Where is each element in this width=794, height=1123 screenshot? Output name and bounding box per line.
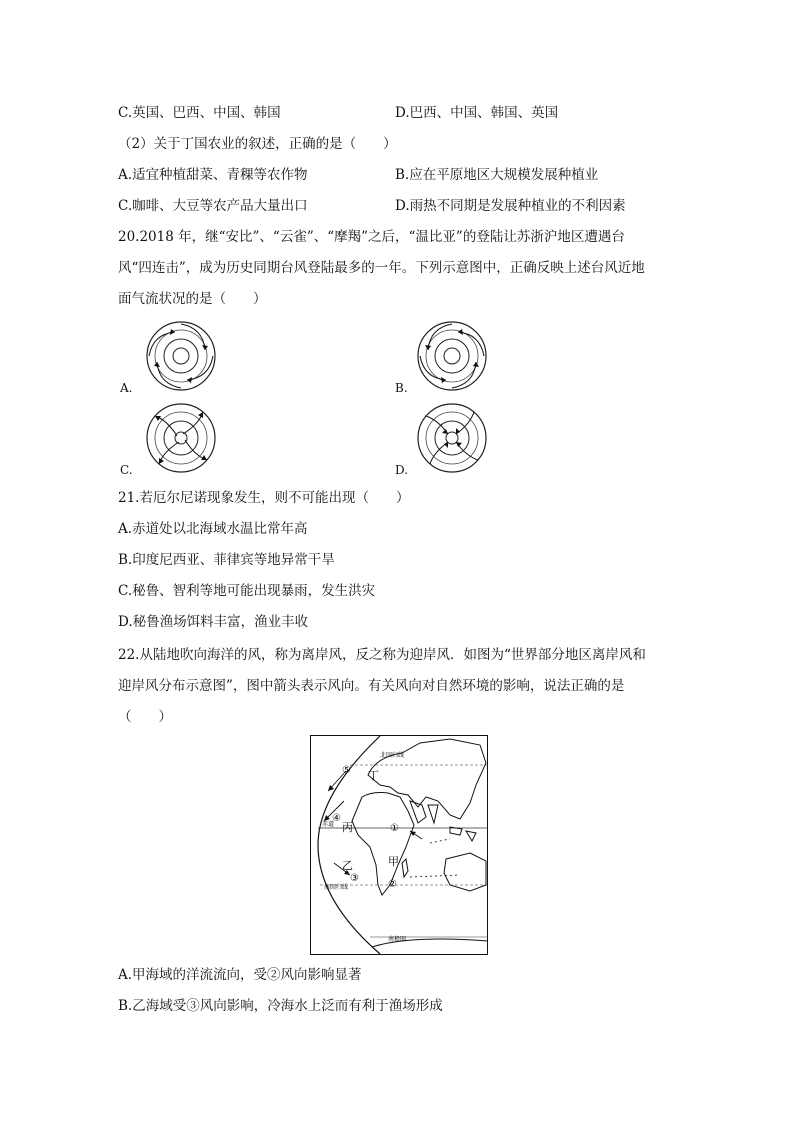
typhoon-diagram-b	[414, 318, 490, 394]
q20-label-d: D.	[395, 463, 409, 477]
map-label-2: ②	[388, 879, 397, 890]
typhoon-diagram-a	[143, 318, 219, 394]
map-label-3: ③	[350, 873, 359, 884]
map-label-tropic-north: 北回归线	[380, 752, 405, 759]
map-label-ding: 丁	[368, 769, 379, 782]
q21-option-b: B.印度尼西亚、菲律宾等地异常干旱	[118, 552, 335, 568]
q19-sub2-stem: （2）关于丁国农业的叙述，正确的是（ ）	[118, 136, 397, 152]
q19-sub2-option-b: B.应在平原地区大规模发展种植业	[395, 167, 599, 183]
q20-label-b: B.	[395, 381, 408, 395]
map-label-equator: 赤道	[322, 821, 335, 828]
typhoon-diagram-d	[414, 400, 490, 476]
q19-sub2-option-a: A.适宜种植甜菜、青稞等农作物	[118, 167, 308, 183]
q19-sub2-option-c: C.咖啡、大豆等农产品大量出口	[118, 198, 308, 214]
map-label-1: ①	[390, 823, 399, 834]
q21-stem: 21.若厄尔尼诺现象发生，则不可能出现（ ）	[118, 490, 410, 506]
q21-option-a: A.赤道处以北海域水温比常年高	[118, 521, 308, 537]
q22-stem-line1: 22.从陆地吹向海洋的风，称为离岸风，反之称为迎岸风．如图为“世界部分地区离岸风和	[118, 647, 646, 663]
map-label-antarctic: 南极圈	[388, 936, 407, 943]
map-label-5: ⑤	[342, 765, 351, 776]
map-label-yi: 乙	[342, 859, 353, 872]
map-label-tropic-south: 南回归线	[324, 884, 349, 891]
q20-label-a: A.	[120, 381, 133, 395]
q22-stem-line3: （ ）	[118, 709, 172, 725]
q21-option-d: D.秘鲁渔场饵料丰富，渔业丰收	[118, 614, 309, 630]
q19-option-d: D.巴西、中国、韩国、英国	[395, 105, 559, 121]
q20-label-c: C.	[120, 463, 133, 477]
q19-option-c: C.英国、巴西、中国、韩国	[118, 105, 281, 121]
q22-stem-line2: 迎岸风分布示意图”，图中箭头表示风向。有关风向对自然环境的影响，说法正确的是	[118, 678, 625, 694]
q20-stem-line1: 20.2018 年，继“安比”、“云雀”、“摩羯”之后，“温比亚”的登陆让苏浙沪地区遭遇台	[118, 229, 625, 245]
map-label-bing: 丙	[342, 821, 353, 834]
typhoon-diagram-c	[143, 400, 219, 476]
q22-option-b: B.乙海域受③风向影响，冷海水上泛而有利于渔场形成	[118, 998, 443, 1014]
q20-stem-line3: 面气流状况的是（ ）	[118, 291, 267, 307]
map-label-4: ④	[332, 813, 341, 824]
map-label-jia: 甲	[388, 855, 399, 868]
wind-distribution-map	[310, 735, 488, 955]
q20-stem-line2: 风“四连击”，成为历史同期台风登陆最多的一年。下列示意图中，正确反映上述台风近地	[118, 260, 645, 276]
q22-option-a: A.甲海域的洋流流向，受②风向影响显著	[118, 967, 362, 983]
q21-option-c: C.秘鲁、智利等地可能出现暴雨，发生洪灾	[118, 583, 376, 599]
q19-sub2-option-d: D.雨热不同期是发展种植业的不利因素	[395, 198, 626, 214]
